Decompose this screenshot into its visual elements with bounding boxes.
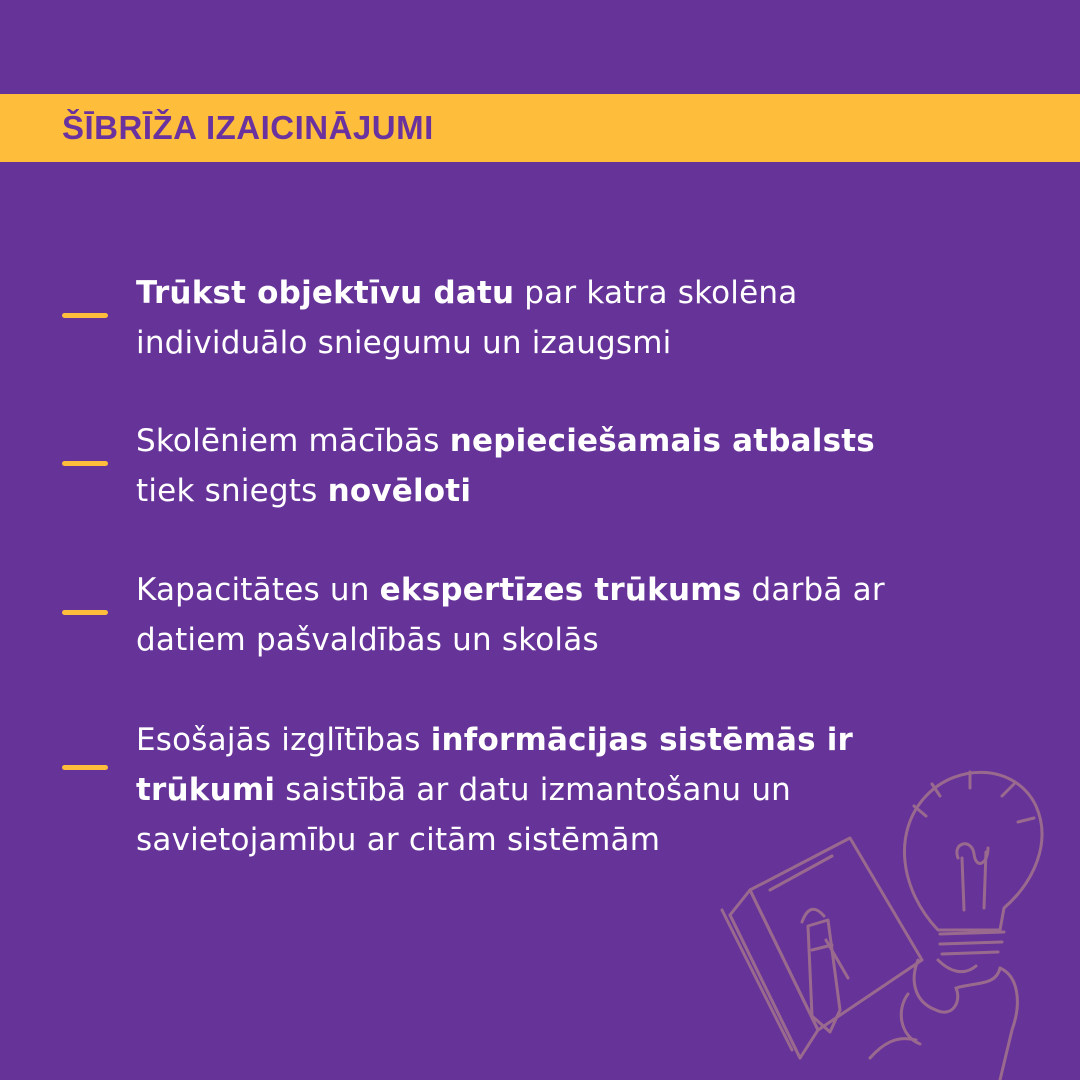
list-item-text — [136, 416, 986, 516]
list-item-text — [136, 565, 986, 665]
bold-text: novēloti — [327, 473, 472, 509]
text-line — [136, 318, 986, 368]
header-banner — [0, 94, 1080, 162]
text-line — [136, 466, 986, 516]
bold-text: nepieciešamais atbalsts — [449, 423, 875, 459]
regular-text: savietojamību ar citām sistēmām — [136, 822, 661, 858]
regular-text: saistībā ar datu izmantošanu un — [275, 772, 792, 808]
bold-text: ekspertīzes trūkums — [379, 572, 742, 608]
lightbulb-icon — [904, 772, 1041, 954]
regular-text: darbā ar — [741, 572, 885, 608]
text-line — [136, 268, 986, 318]
regular-text: datiem pašvaldībās un skolās — [136, 622, 599, 658]
regular-text: Kapacitātes un — [136, 572, 380, 608]
hand-icon — [870, 960, 1017, 1080]
bullet-dash — [62, 461, 108, 466]
list-item-text — [136, 268, 986, 368]
bold-text: trūkumi — [136, 772, 276, 808]
decorative-illustration — [700, 740, 1080, 1080]
regular-text: individuālo sniegumu un izaugsmi — [136, 325, 672, 361]
regular-text: par katra skolēna — [514, 275, 798, 311]
text-line — [136, 416, 986, 466]
bullet-dash — [62, 313, 108, 318]
regular-text: tiek sniegts — [136, 473, 328, 509]
regular-text: Esošajās izglītības — [136, 722, 431, 758]
bullet-dash — [62, 765, 108, 770]
text-line — [136, 615, 986, 665]
page-title: ŠĪBRĪŽA IZAICINĀJUMI — [62, 109, 434, 146]
text-line — [136, 565, 986, 615]
bullet-dash — [62, 610, 108, 615]
bold-text: informācijas sistēmās ir — [430, 722, 854, 758]
bold-text: Trūkst objektīvu datu — [136, 275, 515, 311]
regular-text: Skolēniem mācībās — [136, 423, 450, 459]
